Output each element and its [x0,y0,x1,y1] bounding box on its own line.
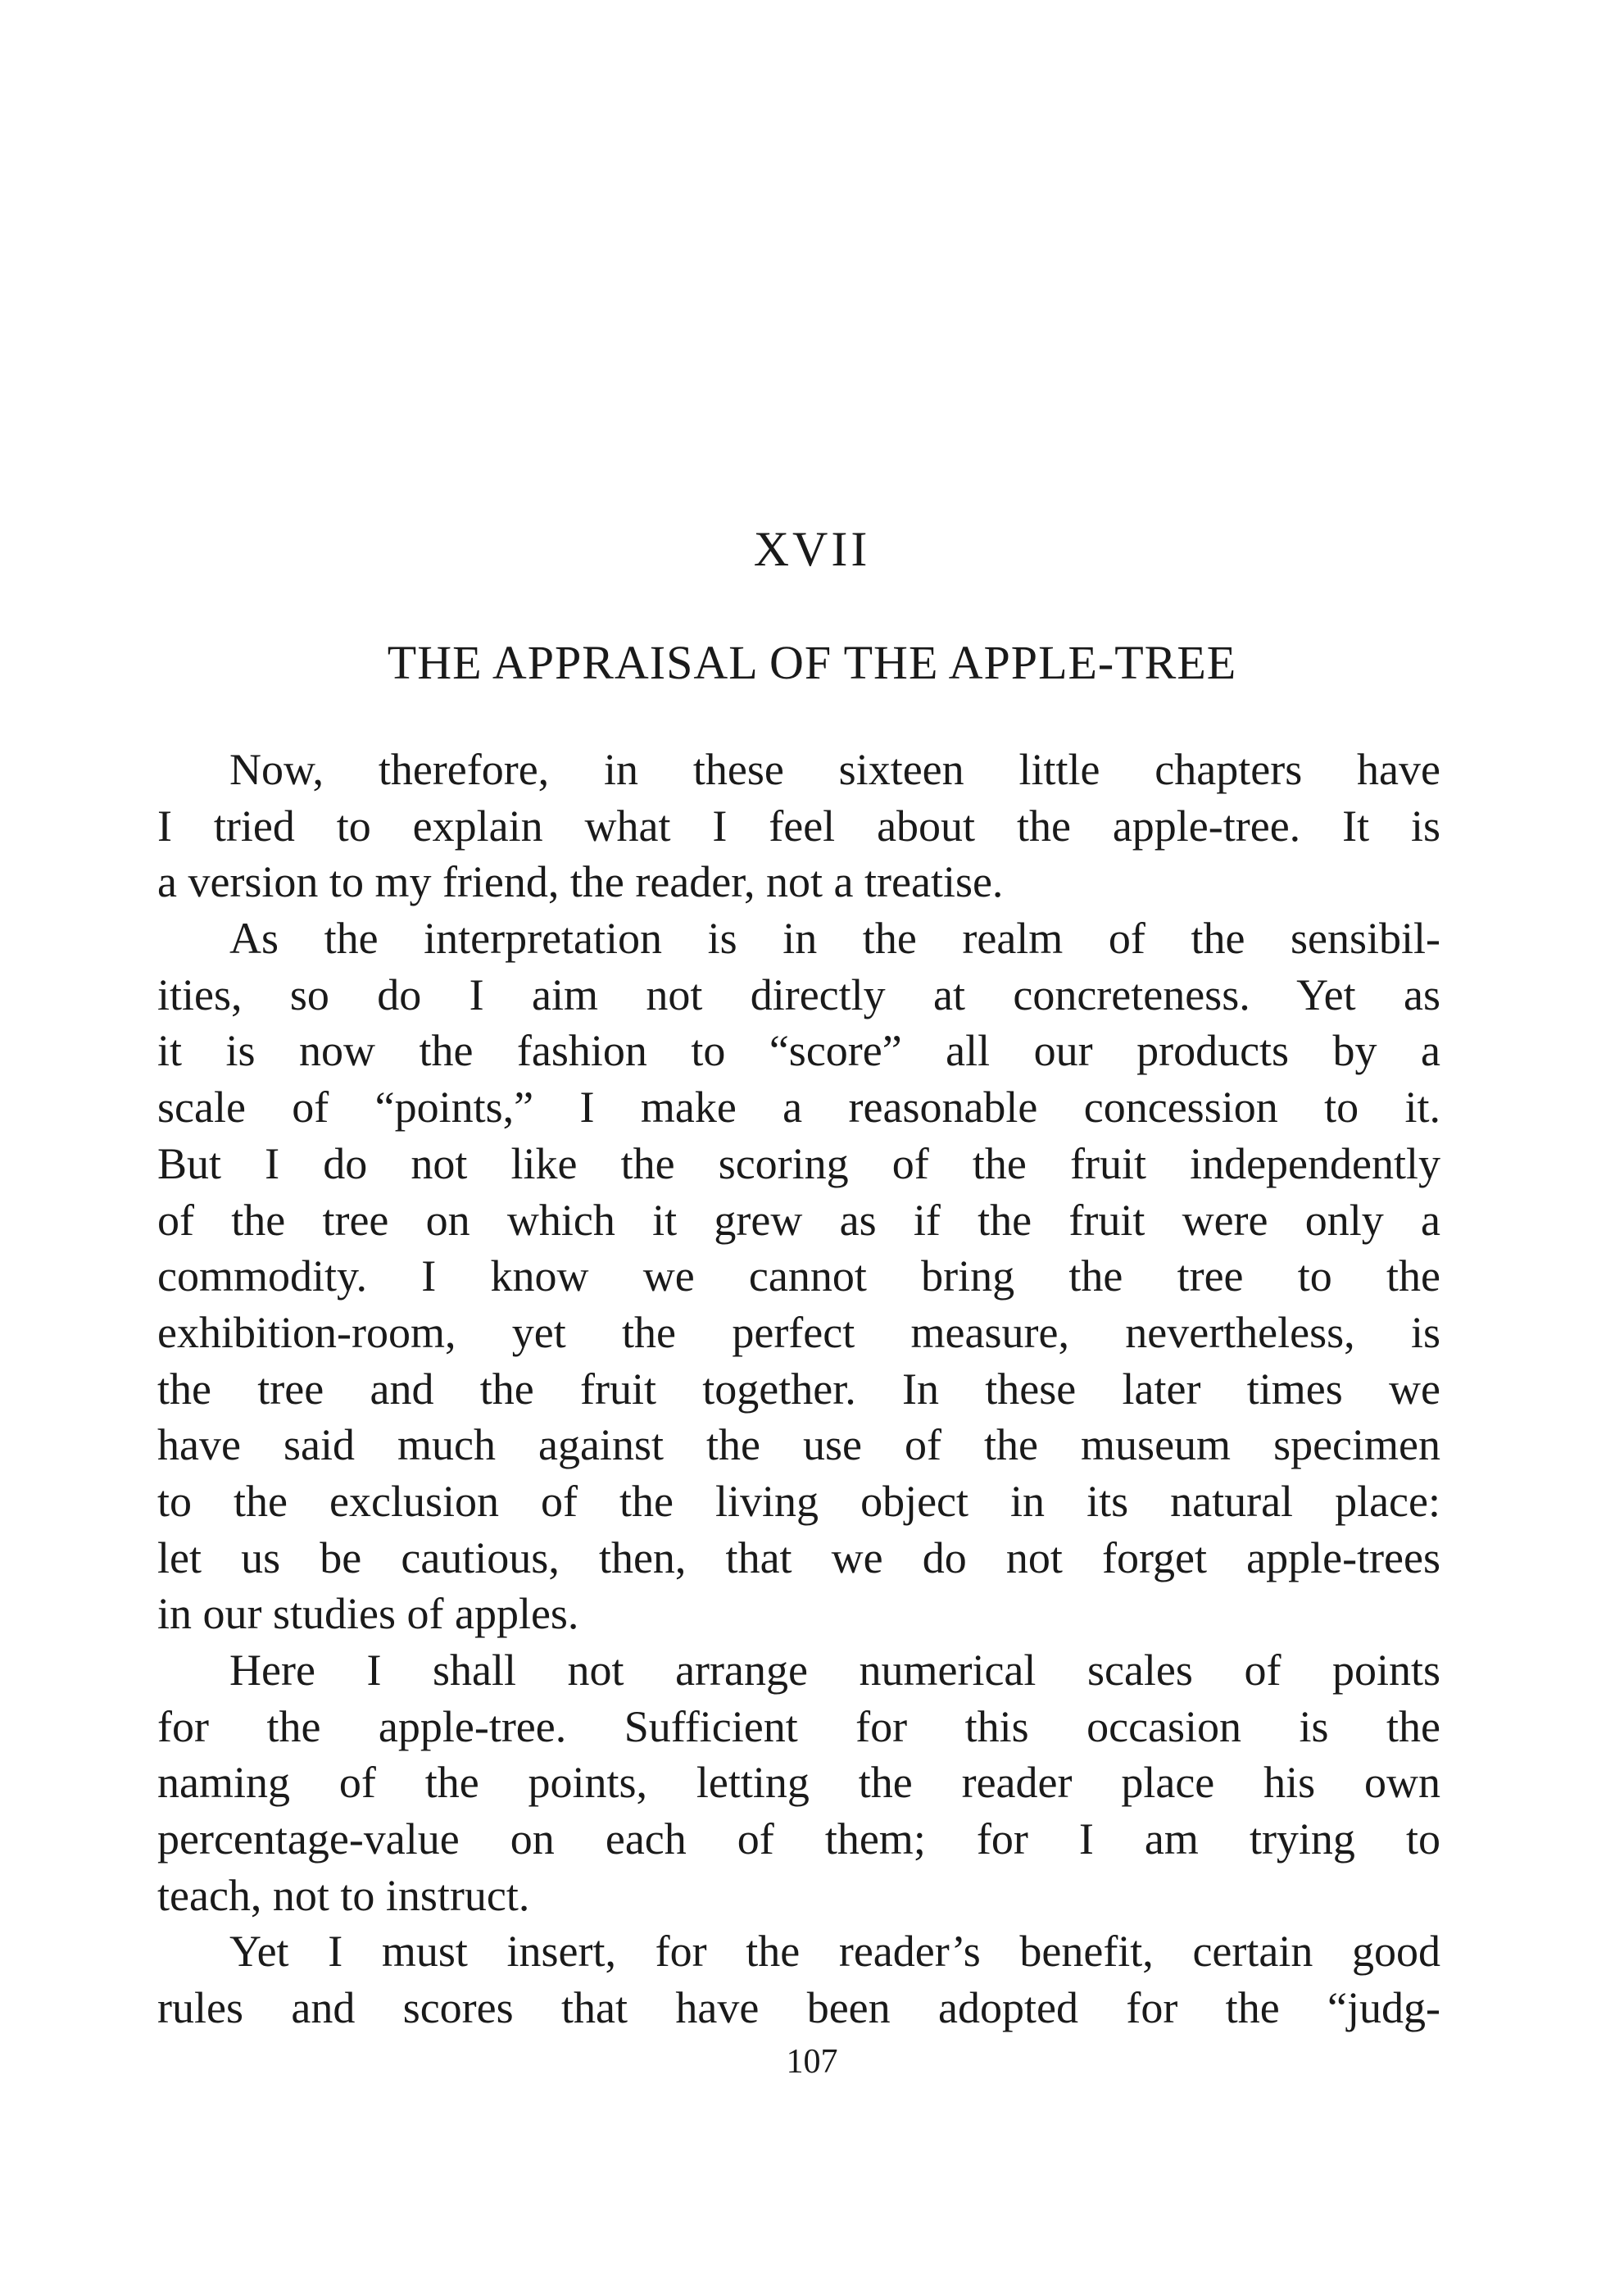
text-line: rules and scores that have been adopted for the “judg- [157,1983,1440,2033]
text-line: for the apple-tree. Sufficient for this occasion is the [157,1701,1440,1751]
text-line: Here I shall not arrange numerical scales of points [229,1646,1440,1695]
text-line: of the tree on which it grew as if the fruit were only a [157,1195,1440,1245]
text-line: naming of the points, letting the reader place his own [157,1758,1440,1808]
text-line: Now, therefore, in these sixteen little chapters have [229,745,1440,794]
page-number: 107 [786,2043,838,2081]
text-line: percentage-value on each of them; for I am trying to [157,1814,1440,1864]
text-line: exhibition-room, yet the perfect measure, nevertheless, is [157,1307,1440,1357]
chapter-number: XVII [753,522,871,576]
text-line: I tried to explain what I feel about the apple-tree. It is [157,801,1440,851]
text-line: As the interpretation is in the realm of the sensibil- [229,914,1440,964]
text-line: have said much against the use of the museum specimen [157,1420,1440,1470]
text-line: ities, so do I aim not directly at concreteness. Yet as [157,969,1440,1019]
text-line: in our studies of apples. [157,1589,579,1639]
text-line: it is now the fashion to “score” all our products by a [157,1026,1440,1076]
body-text [157,742,1440,2036]
chapter-title: THE APPRAISAL OF THE APPLE-TREE [387,636,1237,689]
text-line: scale of “points,” I make a reasonable concession to it. [157,1083,1440,1133]
text-line: let us be cautious, then, that we do not forget apple-trees [157,1532,1440,1582]
text-line: a version to my friend, the reader, not a treatise. [157,857,1004,907]
text-line: But I do not like the scoring of the fruit independently [157,1138,1440,1188]
text-line: the tree and the fruit together. In these later times we [157,1364,1440,1414]
text-line: to the exclusion of the living object in its natural place: [157,1476,1440,1526]
text-line: commodity. I know we cannot bring the tree to the [157,1251,1440,1301]
text-line: Yet I must insert, for the reader’s benefit, certain good [229,1927,1440,1977]
text-line: teach, not to instruct. [157,1870,530,1920]
